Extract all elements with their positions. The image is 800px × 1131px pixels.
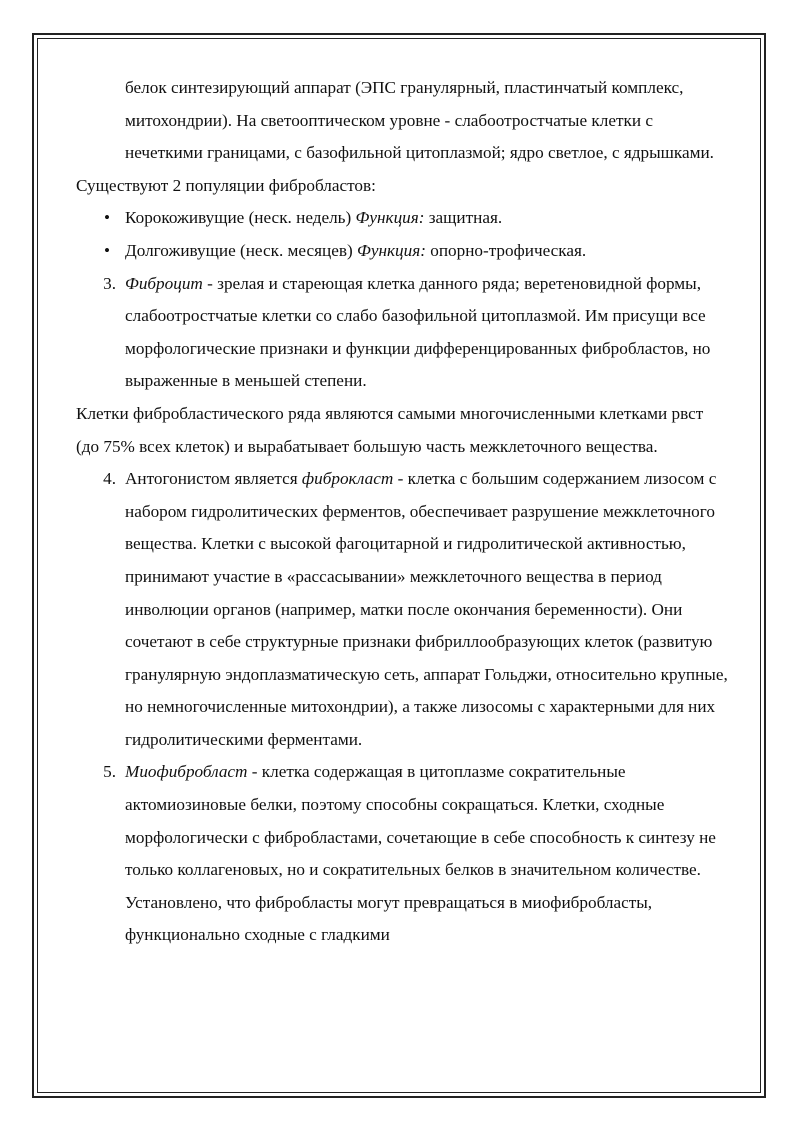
list-number: 5.: [103, 762, 116, 782]
term-myofibroblast: Миофибробласт: [125, 762, 248, 782]
document-body: [76, 72, 728, 952]
bullet-label: Функция:: [355, 208, 425, 228]
list-number: 3.: [103, 273, 116, 293]
item-pre: Антогонистом является: [125, 469, 302, 489]
term-fibrocyte: Фиброцит: [125, 273, 203, 293]
summary-paragraph: Клетки фибробластического ряда являются самыми многочисленными клетками рвст (до 75% всех клеток) и вырабатывает большую часть межклеточного вещества.: [76, 403, 704, 456]
item-text: - клетка содержащая в цитоплазме сократительные актомиозиновые белки, поэтому способны сокращаться. Клетки, сходные морфологически с фибробластами, сочетающие в себе способность к синтезу не только коллагеновых, но и сократительных белков в значительном количестве. Установлено, что фибробласты могут превращаться в миофибробласты, функционально сходные с гладкими: [125, 762, 716, 945]
bullet-marker: •: [104, 240, 111, 260]
item-text: - зрелая и стареющая клетка данного ряда; веретеновидной формы, слабоотростчатые клетки со слабо базофильной цитоплазмой. Им присущи все морфологические признаки и функции дифференцированных фибробластов, но выраженные в меньшей степени.: [125, 273, 711, 391]
bullet-tail: опорно-трофическая.: [425, 240, 587, 260]
bullet-marker: •: [104, 208, 111, 228]
term-fibroclast: фиброкласт: [301, 469, 394, 489]
list-item-myofibroblast: [76, 756, 728, 952]
bullet-item-long-lived: [76, 235, 728, 268]
bullet-text: Долгоживущие (неск. месяцев): [125, 240, 357, 260]
bullet-label: Функция:: [357, 240, 426, 260]
item-text: - клетка с большим содержанием лизосом с набором гидролитических ферментов, обеспечивает разрушение межклеточного вещества. Клетки с высокой фагоцитарной и гидролитической активностью, принимают участие в «рассасывании» межклеточного вещества в период инволюции органов (например, матки после окончания беременности). Они сочетают в себе структурные признаки фибриллообразующих клеток (развитую гранулярную эндоплазматическую сеть, аппарат Гольджи, относительно крупные, но немногочисленные митохондрии), а также лизосомы с характерными для них гидролитическими ферментами.: [125, 469, 728, 749]
list-item-fibrocyte: [76, 268, 728, 398]
populations-intro: Существуют 2 популяции фибробластов:: [76, 175, 376, 195]
list-number: 4.: [103, 469, 116, 489]
list-item-fibroclast: [76, 463, 728, 756]
bullet-text: Корокоживущие (неск. недель): [125, 208, 356, 228]
bullet-item-short-lived: [76, 202, 728, 235]
continued-paragraph: белок синтезирующий аппарат (ЭПС гранулярный, пластинчатый комплекс, митохондрии). На светооптическом уровне - слабоотростчатые клетки с нечеткими границами, с базофильной цитоплазмой; ядро светлое, с ядрышками.: [125, 78, 714, 163]
bullet-tail: защитная.: [424, 208, 503, 228]
